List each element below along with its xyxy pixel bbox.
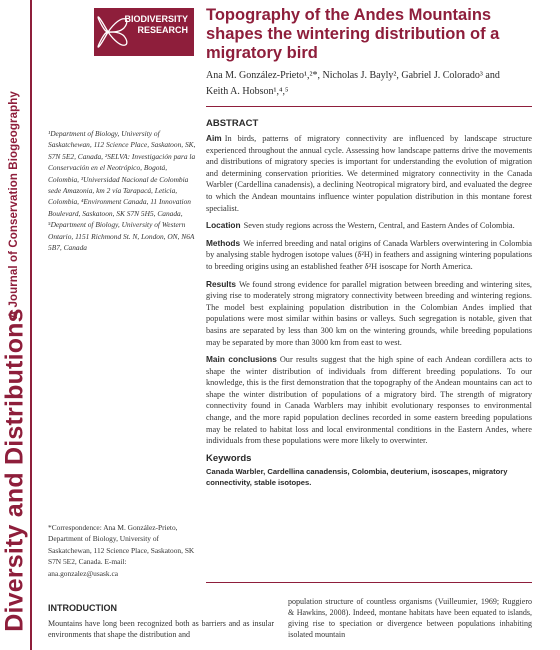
keywords-heading: Keywords <box>206 452 252 464</box>
abstract-conclusions <box>206 354 532 447</box>
abstract-results <box>206 279 532 349</box>
results-text: We found strong evidence for parallel migration between breeding and wintering sites, giving rise to moderately strong migratory connectivity between breeding and wintering regions. The model best explaining population distribution in the Colombian Andes implied that populations were most similar within basins or valleys. Such segregation is notable, given that basins are separated by less than 300 km on the wintering grounds, while breeding populations may be separated by more than 3000 km from east to west. <box>206 279 532 347</box>
affiliations: ¹Department of Biology, University of Saskatchewan, 112 Science Place, Saskatoon, SK, S7N 5E2, Canada, ²SELVA: Investigación para la Conservación en el Neotrópico, Bogotá, Colombia, ³Universidad Nacional de Colombia sede Amazonia, km 2 vía Tarapacá, Leticia, Colombia, ⁴Environment Canada, 11 Innovation Boulevard, Saskatoon, SK S7N 5H5, Canada, ⁵Department of Biology, University of Western Ontario, 1151 Richmond St. N, London, ON, N6A 5B7, Canada <box>48 129 196 253</box>
introduction-right-column: population structure of countless organisms (Vuilleumier, 1969; Ruggiero & Hawkins, 2008). Indeed, montane habitats have been equated to islands, giving rise to speciation or divergence between populations inhabiting isolated mountain <box>288 597 532 639</box>
introduction-heading: INTRODUCTION <box>48 603 117 613</box>
title-rule <box>206 106 532 107</box>
conclusions-label: Main conclusions <box>206 354 277 365</box>
introduction-left-column: Mountains have long been recognized both as barriers and as insular environments that shape the distribution and <box>48 619 274 639</box>
abstract-methods <box>206 238 532 273</box>
abstract-aim <box>206 133 532 214</box>
journal-subtitle: A Journal of Conservation Biogeography <box>8 91 20 319</box>
biodiversity-research-logo <box>94 8 194 56</box>
aim-text: In birds, patterns of migratory connectivity are influenced by landscape structure experienced throughout the annual cycle. Assessing how landscape patterns drive the movements and distributions of migratory species is important for understanding the evolution of migration and determining conservation priorities. We determined migratory connectivity in the Canada Warbler (Cardellina canadensis), a declining Neotropical migratory bird, and evaluated the degree to which the Andean mountains influence winter population distribution in this montane forest specialist. <box>206 134 532 213</box>
abstract-rule <box>206 582 532 583</box>
abstract-location <box>206 220 532 232</box>
side-divider-line <box>30 0 32 650</box>
logo-line-research: RESEARCH <box>137 25 188 35</box>
conclusions-text: Our results suggest that the high spine of each Andean cordillera acts to shape the winter distribution of individuals from different breeding populations. To our knowledge, this is the first demonstration that the topography of the Andean mountains can act to shape the winter distribution of populations of a migratory bird. The strength of migratory connectivity found in Canada Warblers may inhibit evolutionary responses to environmental change, and the more rapid population declines recorded in some eastern breeding populations may be related to habitat loss and local environmental conditions in the Eastern Andes, where individuals from these populations were more likely to overwinter. <box>206 355 532 446</box>
abstract-heading: ABSTRACT <box>206 118 259 129</box>
location-text: Seven study regions across the Western, Central, and Eastern Andes of Colombia. <box>243 221 515 231</box>
author-line-1: Ana M. González-Prieto¹,²*, Nicholas J. Bayly², Gabriel J. Colorado³ and <box>206 70 500 81</box>
abstract-section <box>206 118 532 488</box>
keywords-text: Canada Warbler, Cardellina canadensis, Colombia, deuterium, isoscapes, migratory connectivity, stable isotopes. <box>206 466 508 487</box>
logo-line-biodiversity: BIODIVERSITY <box>124 14 188 24</box>
location-label: Location <box>206 220 241 231</box>
author-line-2: Keith A. Hobson¹,⁴,⁵ <box>206 86 289 97</box>
methods-text: We inferred breeding and natal origins of Canada Warblers overwintering in Colombia by analysing stable hydrogen isotope values (δ²H) in feathers and assigning wintering populations to breeding origins using an established feather δ²H isoscape for North America. <box>206 238 532 271</box>
correspondence: *Correspondence: Ana M. González-Prieto, Department of Biology, University of Saskatchewan, 112 Science Place, Saskatoon, SK S7N 5E2, Canada. E-mail: ana.gonzalez@usask.ca <box>48 523 195 578</box>
aim-label: Aim <box>206 133 222 143</box>
journal-name: Diversity and Distributions <box>0 308 29 632</box>
methods-label: Methods <box>206 237 241 248</box>
article-title: Topography of the Andes Mountains shapes the wintering distribution of a migratory bird <box>206 6 500 62</box>
author-list <box>206 68 536 100</box>
results-label: Results <box>206 278 236 289</box>
